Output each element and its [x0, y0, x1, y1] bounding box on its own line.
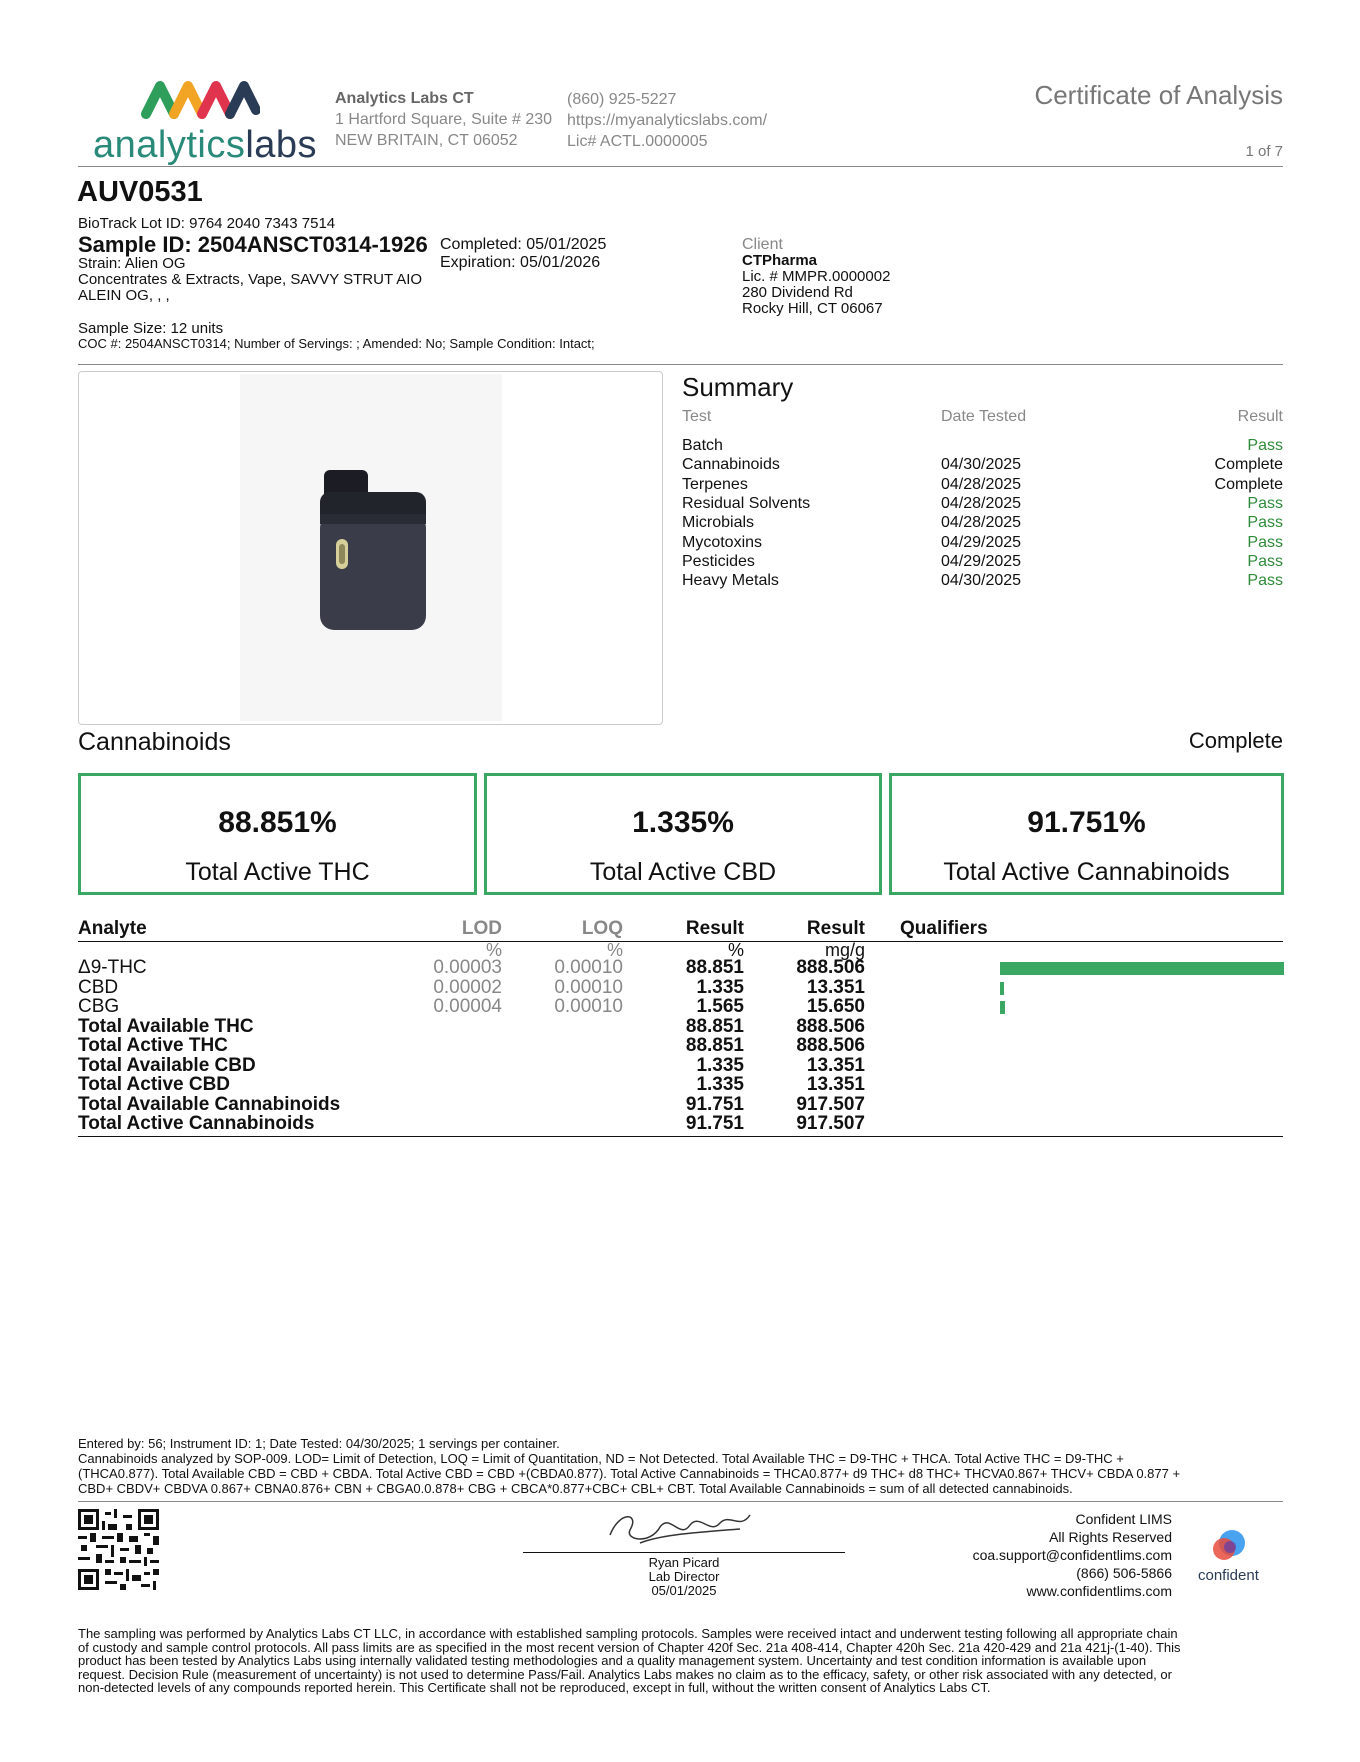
summary-test-result: Complete — [1214, 456, 1283, 474]
summary-test-name: Mycotoxins — [682, 533, 763, 551]
analyte-name: Total Active Cannabinoids — [78, 1113, 315, 1134]
summary-test-date: 04/28/2025 — [941, 494, 1022, 512]
summary-test-result: Pass — [1247, 552, 1283, 570]
lims-block — [973, 1510, 1172, 1600]
cannabinoids-title: Cannabinoids — [78, 728, 231, 756]
result-bar — [1000, 982, 1004, 995]
signature-date: 05/01/2025 — [651, 1583, 717, 1598]
disclaimer-line-3: product has been tested by Analytics Labs using internally validated testing methodologies and a quality management system. Uncertainty and test condition information is available upon — [78, 1653, 1147, 1668]
analyte-name: CBG — [78, 996, 120, 1017]
summary-test-date: 04/28/2025 — [941, 475, 1022, 493]
summary-test-name: Heavy Metals — [682, 572, 779, 590]
summary-header-test: Test — [682, 408, 712, 425]
cannabinoids-status: Complete — [1188, 728, 1283, 753]
signer-name: Ryan Picard — [648, 1555, 720, 1570]
summary-title: Summary — [682, 372, 794, 402]
lab-address-1: 1 Hartford Square, Suite # 230 — [335, 111, 553, 128]
lab-name: Analytics Labs CT — [335, 90, 474, 107]
disclaimer-line-2: of custody and sample control protocols. All pass limits are as specified in the most recent version of Chapter 420f Sec. 21a 408-414, Chapter 420h Sec. 21a 420-429 and 21a 421j-(1-40). This — [78, 1639, 1181, 1655]
analyte-result-pct: 91.751 — [685, 1093, 744, 1115]
summary-test-result: Pass — [1247, 494, 1283, 512]
stat-box-thc — [78, 773, 477, 895]
analyte-loq: 0.00010 — [554, 957, 623, 978]
stat-value: 88.851% — [218, 806, 337, 839]
disclaimer-line-4: request. Decision Rule (measurement of uncertainty) is not used to determine Pass/Fail. Analytics Labs makes no claim as to the efficacy, safety, or other risk associated with any detected, or — [78, 1666, 1172, 1682]
col-header-analyte: Analyte — [78, 918, 147, 939]
analyte-name: Total Active THC — [78, 1035, 228, 1056]
analyte-name: CBD — [78, 976, 119, 998]
analyte-result-pct: 91.751 — [685, 1113, 744, 1134]
method-line-3: CBD+ CBDV+ CBDVA 0.867+ CBNA0.876+ CBN + CBGA0.0.878+ CBG + CBCA*0.877+CBC+ CBL+ CBT. Total Available Cannabinoids = sum of all detected cannabinoids. — [78, 1481, 1073, 1496]
lims-name: Confident LIMS — [1075, 1511, 1172, 1527]
summary-test-date: 04/29/2025 — [941, 533, 1022, 551]
signer-title: Lab Director — [648, 1569, 720, 1584]
signature-icon — [600, 1505, 760, 1555]
summary-test-name: Batch — [682, 437, 723, 454]
stat-label: Total Active THC — [185, 858, 370, 886]
analyte-result-pct: 88.851 — [685, 1015, 744, 1037]
analyte-lod: 0.00004 — [433, 996, 502, 1017]
client-license: Lic. # MMPR.0000002 — [742, 268, 891, 285]
signature-line — [523, 1552, 845, 1553]
lot-id: BioTrack Lot ID: 9764 2040 7343 7514 — [78, 215, 336, 232]
summary-header-date: Date Tested — [941, 408, 1027, 425]
analyte-name: Total Available Cannabinoids — [78, 1093, 341, 1115]
table-bottom-divider — [78, 1136, 1283, 1137]
analyte-lod: 0.00003 — [433, 957, 502, 978]
product-category: Concentrates & Extracts, Vape, SAVVY STRUT AIO — [78, 271, 423, 288]
disclaimer-line-1: The sampling was performed by Analytics Labs CT LLC, in accordance with established sampling protocols. Samples were received intact and underwent testing following all appropriate chain — [78, 1626, 1178, 1641]
sample-id: Sample ID: 2504ANSCT0314-1926 — [78, 232, 428, 257]
method-notes — [78, 1436, 1288, 1496]
analyte-result-mg: 888.506 — [796, 1035, 865, 1056]
method-line-2: (THCA0.877). Total Available CBD = CBD + CBDA. Total Active CBD = CBD +(CBDA0.877). Total Active Cannabinoids = THCA0.877+ d9 THC+ d8 THC+ THCVA0.867+ THCV+ CBDA 0.877 + — [78, 1466, 1181, 1481]
table-header-divider — [78, 941, 1283, 942]
summary-test-date: 04/29/2025 — [941, 552, 1022, 570]
summary-test-name: Residual Solvents — [682, 494, 811, 512]
col-header-result-pct: Result — [685, 918, 744, 939]
analyte-name: Total Available CBD — [78, 1054, 256, 1076]
summary-test-name: Terpenes — [682, 475, 748, 493]
stat-value: 91.751% — [1027, 806, 1146, 839]
analyte-result-pct: 1.335 — [696, 1054, 744, 1076]
summary-header-result: Result — [1237, 408, 1283, 425]
analyte-result-pct: 1.565 — [696, 996, 744, 1017]
analyte-result-pct: 88.851 — [685, 1035, 744, 1056]
client-name: CTPharma — [742, 252, 818, 269]
stat-label: Total Active CBD — [589, 858, 777, 886]
analyte-lod: 0.00002 — [433, 976, 502, 998]
analyte-loq: 0.00010 — [554, 976, 623, 998]
disclaimer-line-5: non-detected levels of any compounds reported herein. This Certificate shall not be reproduced, except in full, without the written consent of Analytics Labs CT. — [78, 1680, 991, 1695]
document-title: Certificate of Analysis — [1034, 80, 1283, 110]
client-address-1: 280 Dividend Rd — [742, 284, 853, 301]
disclaimer — [78, 1627, 1288, 1695]
client-label: Client — [742, 236, 783, 253]
lab-address-block — [335, 88, 552, 151]
analyte-result-pct: 1.335 — [696, 1074, 744, 1095]
summary-test-date: 04/28/2025 — [941, 514, 1022, 532]
client-block — [742, 237, 890, 317]
summary-test-name: Pesticides — [682, 552, 755, 570]
col-header-loq: LOQ — [581, 918, 623, 939]
summary-test-result: Pass — [1247, 514, 1283, 532]
lims-phone: (866) 506-5866 — [1076, 1565, 1172, 1581]
dates-block — [440, 236, 606, 272]
stat-box-cbd — [484, 773, 882, 895]
confident-logo-icon — [1210, 1527, 1250, 1567]
lims-website[interactable]: www.confidentlims.com — [1026, 1583, 1172, 1599]
analyte-result-mg: 13.351 — [806, 1074, 865, 1095]
summary-test-result: Pass — [1247, 437, 1283, 454]
analyte-name: Total Active CBD — [78, 1074, 231, 1095]
method-line-1: Cannabinoids analyzed by SOP-009. LOD= Limit of Detection, LOQ = Limit of Quantitation, ND = Not Detected. Total Available THC = D9-THC + THCA. Total Active THC = D9-THC + — [78, 1451, 1124, 1466]
analyte-name: Δ9-THC — [78, 957, 147, 978]
sample-code: AUV0531 — [77, 176, 203, 208]
analyte-result-mg: 13.351 — [806, 976, 865, 998]
analyte-result-mg: 888.506 — [796, 957, 865, 978]
unit-result-pct: % — [727, 940, 744, 960]
analyte-result-mg: 917.507 — [796, 1093, 865, 1115]
col-header-qualifiers: Qualifiers — [900, 918, 988, 939]
lims-email[interactable]: coa.support@confidentlims.com — [972, 1547, 1172, 1563]
header-divider — [78, 166, 1283, 167]
lab-address-2: NEW BRITAIN, CT 06052 — [335, 132, 518, 149]
analyte-name: Total Available THC — [78, 1015, 254, 1037]
unit-lod: % — [485, 940, 502, 960]
summary-test-date: 04/30/2025 — [941, 456, 1022, 474]
sample-size: Sample Size: 12 units — [78, 320, 224, 337]
signature-block — [523, 1556, 845, 1598]
lab-contact-block — [567, 89, 767, 152]
summary-test-result: Complete — [1214, 475, 1283, 493]
logo-mark-icon — [140, 76, 260, 122]
page-number: 1 of 7 — [1245, 143, 1283, 160]
analyte-loq: 0.00010 — [554, 996, 623, 1017]
stat-label: Total Active Cannabinoids — [943, 858, 1230, 886]
unit-result-mg: mg/g — [824, 940, 865, 960]
strain: Strain: Alien OG — [78, 255, 186, 272]
completed-date: Completed: 05/01/2025 — [440, 236, 607, 253]
analyte-result-mg: 15.650 — [806, 996, 865, 1017]
summary-test-result: Pass — [1247, 533, 1283, 551]
lims-rights: All Rights Reserved — [1049, 1529, 1172, 1545]
strain-block — [78, 256, 422, 304]
analyte-result-pct: 88.851 — [685, 957, 744, 978]
stat-box-total — [889, 773, 1284, 895]
vape-device-icon — [240, 374, 502, 721]
analyte-result-pct: 1.335 — [696, 976, 744, 998]
col-header-lod: LOD — [461, 918, 502, 939]
lab-phone: (860) 925-5227 — [567, 91, 677, 108]
lab-license: Lic# ACTL.0000005 — [567, 133, 708, 150]
qr-code-icon[interactable] — [78, 1509, 159, 1590]
lab-website[interactable]: https://myanalyticslabs.com/ — [567, 112, 768, 129]
summary-test-name: Microbials — [682, 514, 755, 532]
unit-loq: % — [606, 940, 623, 960]
product-name: ALEIN OG, , , — [78, 287, 170, 304]
stat-value: 1.335% — [632, 806, 734, 839]
logo-wordmark: analyticslabs — [93, 124, 318, 166]
result-bar — [1000, 962, 1284, 975]
expiration-date: Expiration: 05/01/2026 — [440, 254, 601, 271]
confident-logo-text: confident — [1198, 1567, 1259, 1584]
summary-test-date: 04/30/2025 — [941, 572, 1022, 590]
analyte-result-mg: 888.506 — [796, 1015, 865, 1037]
result-bar — [1000, 1001, 1005, 1014]
analyte-result-mg: 13.351 — [806, 1054, 865, 1076]
product-photo — [240, 374, 502, 721]
entered-by: Entered by: 56; Instrument ID: 1; Date Tested: 04/30/2025; 1 servings per container. — [78, 1436, 560, 1451]
info-divider — [78, 364, 1283, 365]
analyte-result-mg: 917.507 — [796, 1113, 865, 1134]
notes-divider — [78, 1501, 1283, 1502]
col-header-result-mg: Result — [806, 918, 865, 939]
summary-test-name: Cannabinoids — [682, 456, 780, 474]
client-address-2: Rocky Hill, CT 06067 — [742, 300, 883, 317]
summary-test-result: Pass — [1247, 572, 1283, 590]
coc-line: COC #: 2504ANSCT0314; Number of Servings: ; Amended: No; Sample Condition: Intact; — [78, 336, 595, 351]
